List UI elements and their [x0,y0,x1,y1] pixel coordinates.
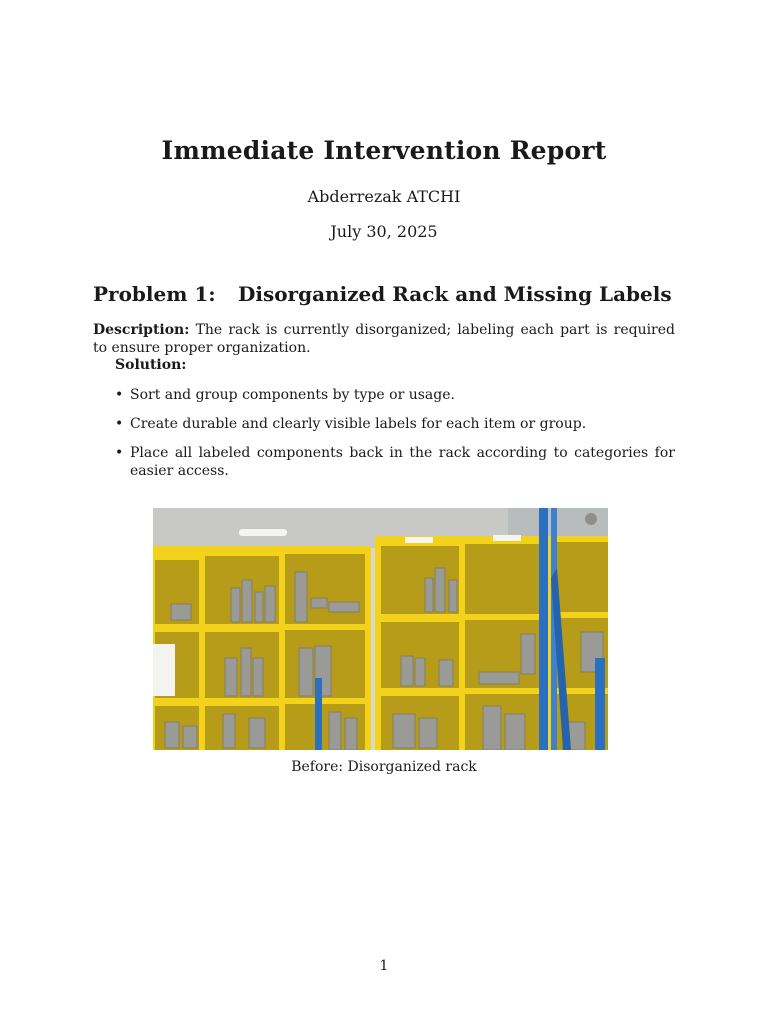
document-title: Immediate Intervention Report [161,136,607,165]
description-label: Description: [93,322,190,338]
description-text: The rack is currently disorganized; labeling each part is required to ensure proper organization. [93,322,675,356]
rack-photo [153,508,608,750]
document-author: Abderrezak ATCHI [307,187,461,206]
list-item [112,415,675,433]
solution-list [112,386,675,491]
bullet-icon: • [115,387,124,403]
list-item-text: Sort and group components by type or usage. [130,387,455,403]
section-number: Problem 1: [93,282,216,306]
list-item [112,386,675,404]
list-item-text: Place all labeled components back in the rack according to categories for easier access. [130,445,675,479]
list-item [112,444,675,480]
section-heading [93,282,672,306]
section-title: Disorganized Rack and Missing Labels [238,282,672,306]
bullet-icon: • [115,416,124,432]
figure-caption: Before: Disorganized rack [291,759,477,775]
rack-photo-illustration [153,508,608,750]
page-number: 1 [379,958,389,974]
list-item-text: Create durable and clearly visible labels for each item or group. [130,416,587,432]
bullet-icon: • [115,445,124,461]
description-paragraph [93,321,675,357]
solution-label: Solution: [115,357,187,373]
document-date: July 30, 2025 [330,222,438,241]
